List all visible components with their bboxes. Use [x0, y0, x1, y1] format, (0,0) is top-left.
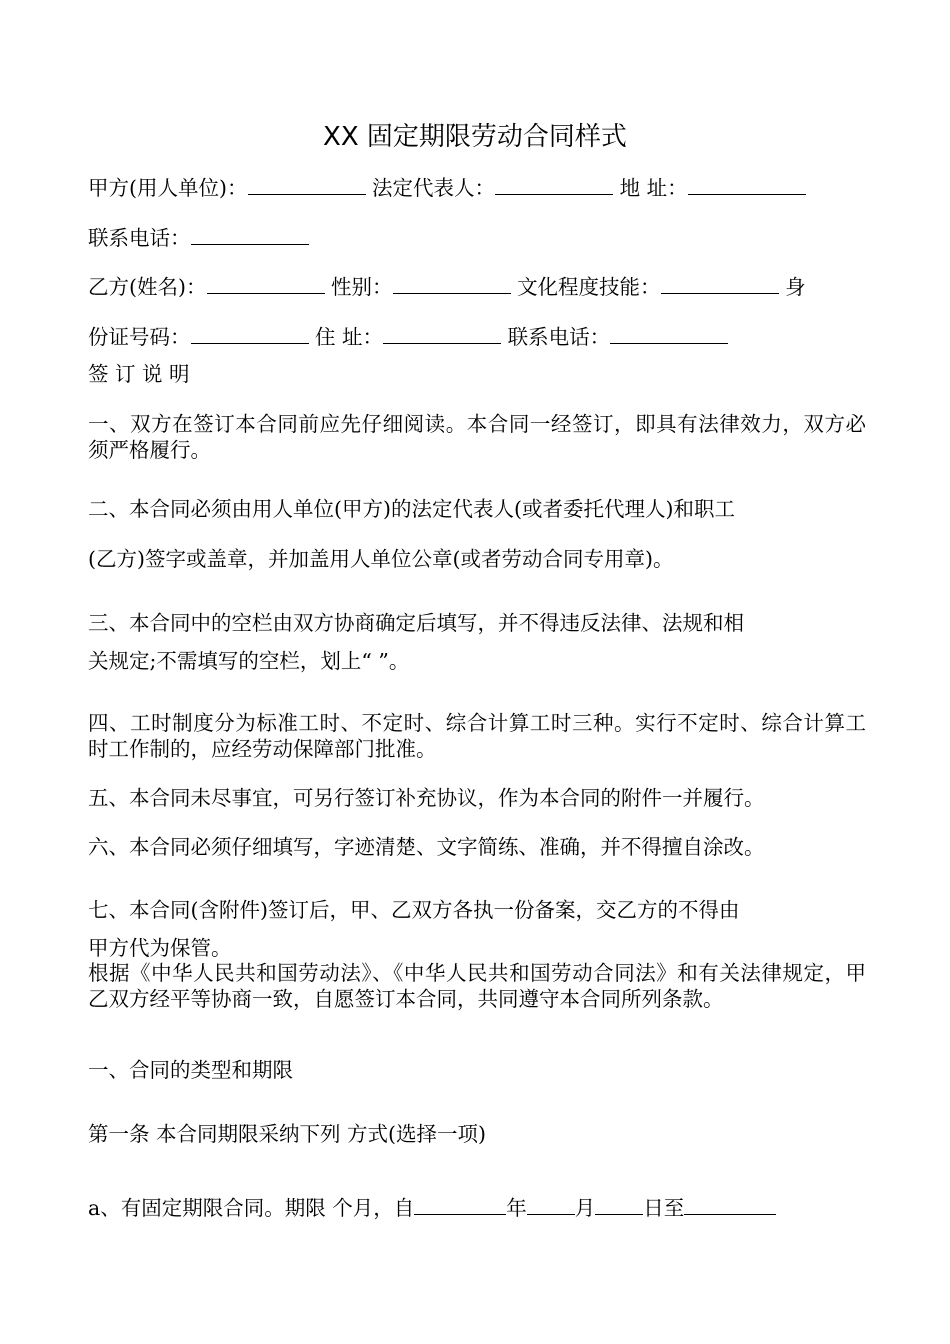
- party-b-education-label: 文化程度技能：: [517, 275, 661, 299]
- note-3-line-1: 三、本合同中的空栏由双方协商确定后填写，并不得违反法律、法规和相: [88, 611, 744, 635]
- day-to-label: 日至: [643, 1196, 685, 1220]
- note-3-line-2: 关规定;不需填写的空栏，划上“ ”。: [88, 649, 410, 673]
- start-month-blank[interactable]: [527, 1194, 575, 1215]
- party-b-id-blank[interactable]: [191, 323, 309, 344]
- start-year-blank[interactable]: [414, 1194, 506, 1215]
- note-6: 六、本合同必须仔细填写，字迹清楚、文字简练、准确，并不得擅自涂改。: [88, 835, 765, 859]
- note-5: 五、本合同未尽事宜，可另行签订补充协议，作为本合同的附件一并履行。: [88, 786, 765, 810]
- party-a-employer-blank[interactable]: [248, 174, 366, 195]
- party-b-phone-label: 联系电话：: [507, 325, 611, 349]
- party-a-address-label: 地 址：: [619, 176, 688, 200]
- party-a-legal-rep-blank[interactable]: [495, 174, 613, 195]
- document-title: XX 固定期限劳动合同样式: [323, 122, 627, 152]
- party-b-line-1: [88, 273, 806, 300]
- party-b-gender-blank[interactable]: [393, 273, 511, 294]
- section-1-heading: 一、合同的类型和期限: [88, 1058, 293, 1082]
- party-b-id-label-start: 身: [785, 275, 806, 299]
- signing-notes-heading: 签 订 说 明: [88, 362, 190, 386]
- party-a-employer-label: 甲方(用人单位)：: [88, 176, 248, 200]
- party-a-line-1: [88, 174, 806, 201]
- note-2-line-2: (乙方)签字或盖章，并加盖用人单位公章(或者劳动合同专用章)。: [88, 547, 674, 571]
- party-b-education-blank[interactable]: [661, 273, 779, 294]
- party-a-address-blank[interactable]: [688, 174, 806, 195]
- month-label: 月: [574, 1196, 596, 1220]
- party-a-phone-blank[interactable]: [191, 224, 309, 245]
- party-a-phone-label: 联系电话：: [88, 226, 191, 250]
- preamble: 根据《中华人民共和国劳动法》、《中华人民共和国劳动合同法》和有关法律规定，甲乙双方经平等协商一致，自愿签订本合同，共同遵守本合同所列条款。: [88, 961, 866, 1011]
- note-1: 一、双方在签订本合同前应先仔细阅读。本合同一经签订，即具有法律效力，双方必须严格履行。: [88, 412, 866, 462]
- party-b-id-label: 份证号码：: [88, 325, 191, 349]
- clause-a-prefix: a、有固定期限合同。期限 个月，自: [88, 1196, 415, 1220]
- party-b-phone-blank[interactable]: [610, 323, 728, 344]
- party-b-name-label: 乙方(姓名)：: [88, 275, 207, 299]
- start-day-blank[interactable]: [595, 1194, 643, 1215]
- article-1: 第一条 本合同期限采纳下列 方式(选择一项): [88, 1122, 487, 1146]
- note-7-line-2: 甲方代为保管。: [88, 936, 232, 960]
- party-b-name-blank[interactable]: [207, 273, 325, 294]
- party-b-line-2: [88, 323, 728, 350]
- clause-a-line: [88, 1194, 776, 1221]
- party-b-address-label: 住 址：: [315, 325, 384, 349]
- party-a-legal-rep-label: 法定代表人：: [372, 176, 496, 200]
- note-4: 四、工时制度分为标准工时、不定时、综合计算工时三种。实行不定时、综合计算工时工作制的，应经劳动保障部门批准。: [88, 711, 866, 761]
- party-b-address-blank[interactable]: [383, 323, 501, 344]
- end-date-blank[interactable]: [684, 1194, 776, 1215]
- party-b-gender-label: 性别：: [331, 275, 393, 299]
- year-label: 年: [506, 1196, 527, 1220]
- note-7-line-1: 七、本合同(含附件)签订后，甲、乙双方各执一份备案，交乙方的不得由: [88, 898, 740, 922]
- note-2-line-1: 二、本合同必须由用人单位(甲方)的法定代表人(或者委托代理人)和职工: [88, 497, 735, 521]
- party-a-line-2: [88, 224, 309, 251]
